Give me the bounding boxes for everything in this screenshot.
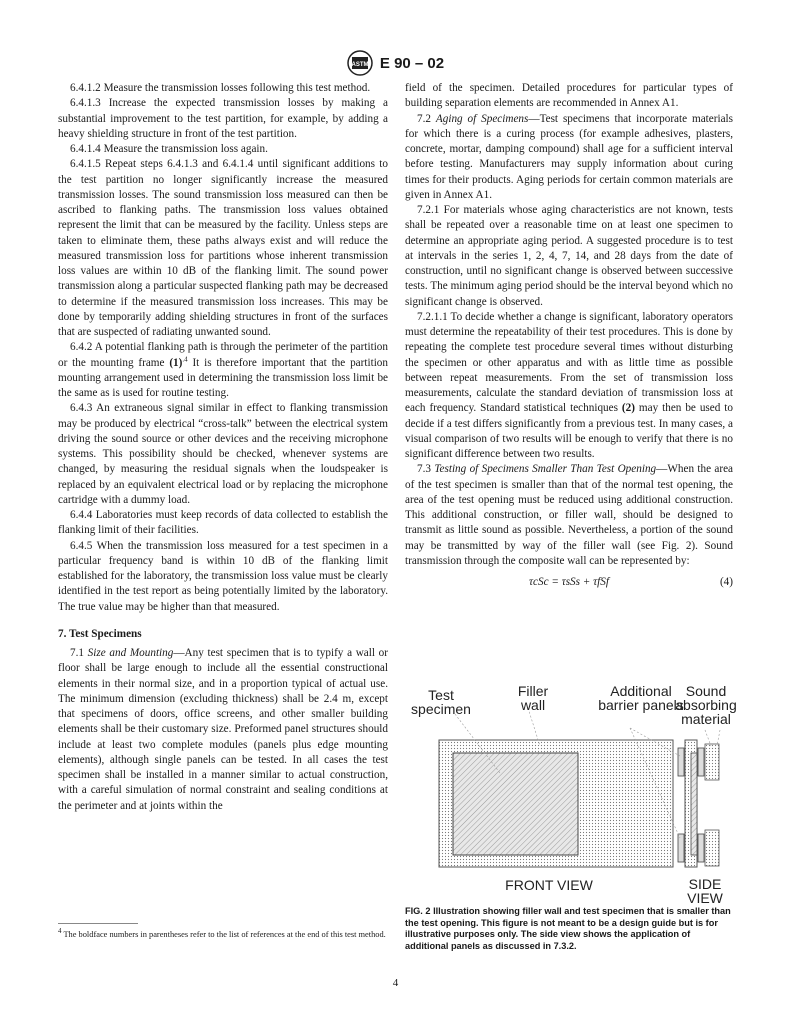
equation-number: (4): [719, 576, 733, 588]
para-7-2-1-1: 7.2.1.1 To decide whether a change is significant, laboratory operators must determine the repeatability of their test procedures. This is done by repeating the complete test procedure several times without disturbing the specimen or other apparatus and with as little time as possible between repeat measurements. From the set of transmission loss measurements, calculate the standard deviation of transmission loss at each frequency. Standard statistical techniques (2) may then be used to decide if a test differs significantly from a previous test. In many cases, a visual comparison of two results will be enough to verify that there is no significant difference between two results.: [405, 310, 733, 460]
barrier-panel-bottom-right: [698, 834, 704, 862]
astm-logo-icon: [347, 50, 373, 76]
para-7-2-1: 7.2.1 For materials whose aging characteristics are not known, tests shall be repeated over a reasonable time on at least one specimen to determine an appropriate aging period. A suggested procedure is to test at intervals in the series 1, 2, 4, 7, 14, and 28 days from the date of construction, until no significant change is observed between successive tests. The minimum aging period should be the interval beyond which no significant change is observed.: [405, 204, 733, 308]
reference-link: (2): [621, 402, 635, 415]
absorbing-material-bottom: [705, 830, 719, 866]
figure-caption: FIG. 2 Illustration showing filler wall and test specimen that is smaller than the test opening. This figure is not meant to be a design guide but is for illustrative purposes only. The side view shows the application of additional panels as discussed in 7.3.2.: [405, 906, 731, 951]
footnote-divider: [58, 923, 138, 924]
section-heading: 7. Test Specimens: [58, 627, 142, 640]
equation: [405, 575, 733, 590]
document-code: E 90 – 02: [379, 54, 445, 72]
svg-text:ASTM: ASTM: [351, 62, 369, 68]
label-sound-absorbing: Sound absorbing material: [675, 683, 737, 727]
label-front-view: FRONT VIEW: [505, 877, 593, 893]
para-6-4-5: 6.4.5 When the transmission loss measured for a test specimen in a particular frequency band is within 10 dB of the flanking limit established for the laboratory, the transmission loss value must be clearly identified in the test report as being potentially limited by the laboratory. The true value may be higher than that measured.: [58, 539, 388, 613]
page-header: [0, 50, 791, 76]
barrier-panel-top-right: [698, 748, 704, 776]
equation-text: τcSc = τsSs + τfSf: [529, 576, 609, 588]
label-filler-wall: Filler wall: [517, 683, 549, 713]
footnote: $^4$ The boldface numbers in parentheses refer to the list of references at the end of this test method.: [58, 927, 386, 939]
para-6-4-1-4: 6.4.1.4 Measure the transmission loss again.: [70, 143, 268, 155]
para-6-4-1-3: 6.4.1.3 Increase the expected transmission losses by making a substantial improvement to the test partition, for example, by adding a heavy shielding structure in front of the test partition.: [58, 97, 388, 140]
barrier-panel-top: [678, 748, 684, 776]
para-6-4-2: 6.4.2 A potential flanking path is through the perimeter of the partition or the mounting frame $(1)^{.4}$ It is therefore important that the partition mounting arrangement used in determining the transmission loss limit be the same as is used for routine testing.: [58, 341, 388, 399]
right-column: [405, 81, 733, 594]
para-6-4-1-5: 6.4.1.5 Repeat steps 6.4.1.3 and 6.4.1.4 until significant additions to the test partition no longer significantly increase the measured transmission losses. The sound transmission loss measured can then be ascribed to flanking paths. The transmission loss values obtained represent the limit that can be measured by the facility. Unless steps are taken to eliminate them, these paths always exist and will reduce the measured transmission loss for partitions whose inherent transmission loss values are within 10 dB of the flanking limit. The sound power transmission along a particular suspected flanking path may be decreased to determine if the measured transmission loss increases. This may be done by temporarily adding shielding structures in front of the surfaces that are suspected of radiating unwanted sound.: [58, 158, 388, 338]
para-7-1: 7.1 Size and Mounting—Any test specimen that is to typify a wall or floor shall be large enough to include all the essential constructional elements in their normal size, and in a proportion typical of actual use. The minimum dimension (excluding thickness) shall be 2.4 m, except that specimens of doors, office screens, and other smaller building elements shall be their customary size. Preformed panel structures should include at least two complete modules (panels plus edge mounting elements), although single panels can be tested. In all cases the test specimen shall be installed in a manner similar to actual construction, with a careful simulation of normal constraint and sealing conditions at the perimeter and at joints within the: [58, 647, 388, 812]
absorbing-material-top: [705, 744, 719, 780]
para-continued: field of the specimen. Detailed procedures for particular types of building separation elements are recommended in Annex A1.: [405, 82, 733, 110]
para-6-4-1-2: 6.4.1.2 Measure the transmission losses following this test method.: [70, 82, 371, 94]
barrier-panel-bottom: [678, 834, 684, 862]
side-view-specimen: [691, 753, 697, 855]
figure-2: [405, 678, 735, 906]
para-6-4-4: 6.4.4 Laboratories must keep records of data collected to establish the flanking limit of their facilities.: [58, 509, 388, 537]
label-test-specimen: Test specimen: [411, 687, 471, 717]
para-6-4-3: 6.4.3 An extraneous signal similar in effect to flanking transmission may be produced by electrical “cross-talk” between the electrical system driving the sound source or other devices and the receiving microphone systems. This possibility should be checked, whenever systems are changed, by measuring the residual signals when the loudspeaker is replaced by an equivalent electrical load or by replacing the microphone cartridge with a dummy load.: [58, 402, 388, 506]
para-7-3: 7.3 Testing of Specimens Smaller Than Test Opening—When the area of the test specimen is smaller than that of the normal test opening, the area of the test opening must be reduced using additional construction. This additional construction, or filler wall, should be designed to transmit as little sound as possible. Nevertheless, a portion of the sound may be transmitted by way of the filler wall (see Fig. 2). Sound transmission through the composite wall can be represented by:: [405, 463, 734, 567]
label-additional-panels: Additional barrier panels: [598, 683, 684, 713]
page-number: 4: [392, 977, 399, 989]
test-specimen: [453, 753, 578, 855]
left-column: [58, 81, 388, 814]
label-side-view: SIDE VIEW: [687, 876, 723, 906]
para-7-2: 7.2 Aging of Specimens—Test specimens that incorporate materials for which there is a curing process (for example adhesives, plasters, concrete, mortar, damping compound) shall age for a sufficient interval before testing. Manufacturers may supply information about curing times for their products. Aging periods for certain common materials are given in Annex A1.: [405, 112, 733, 201]
reference-link: (1): [169, 356, 183, 369]
